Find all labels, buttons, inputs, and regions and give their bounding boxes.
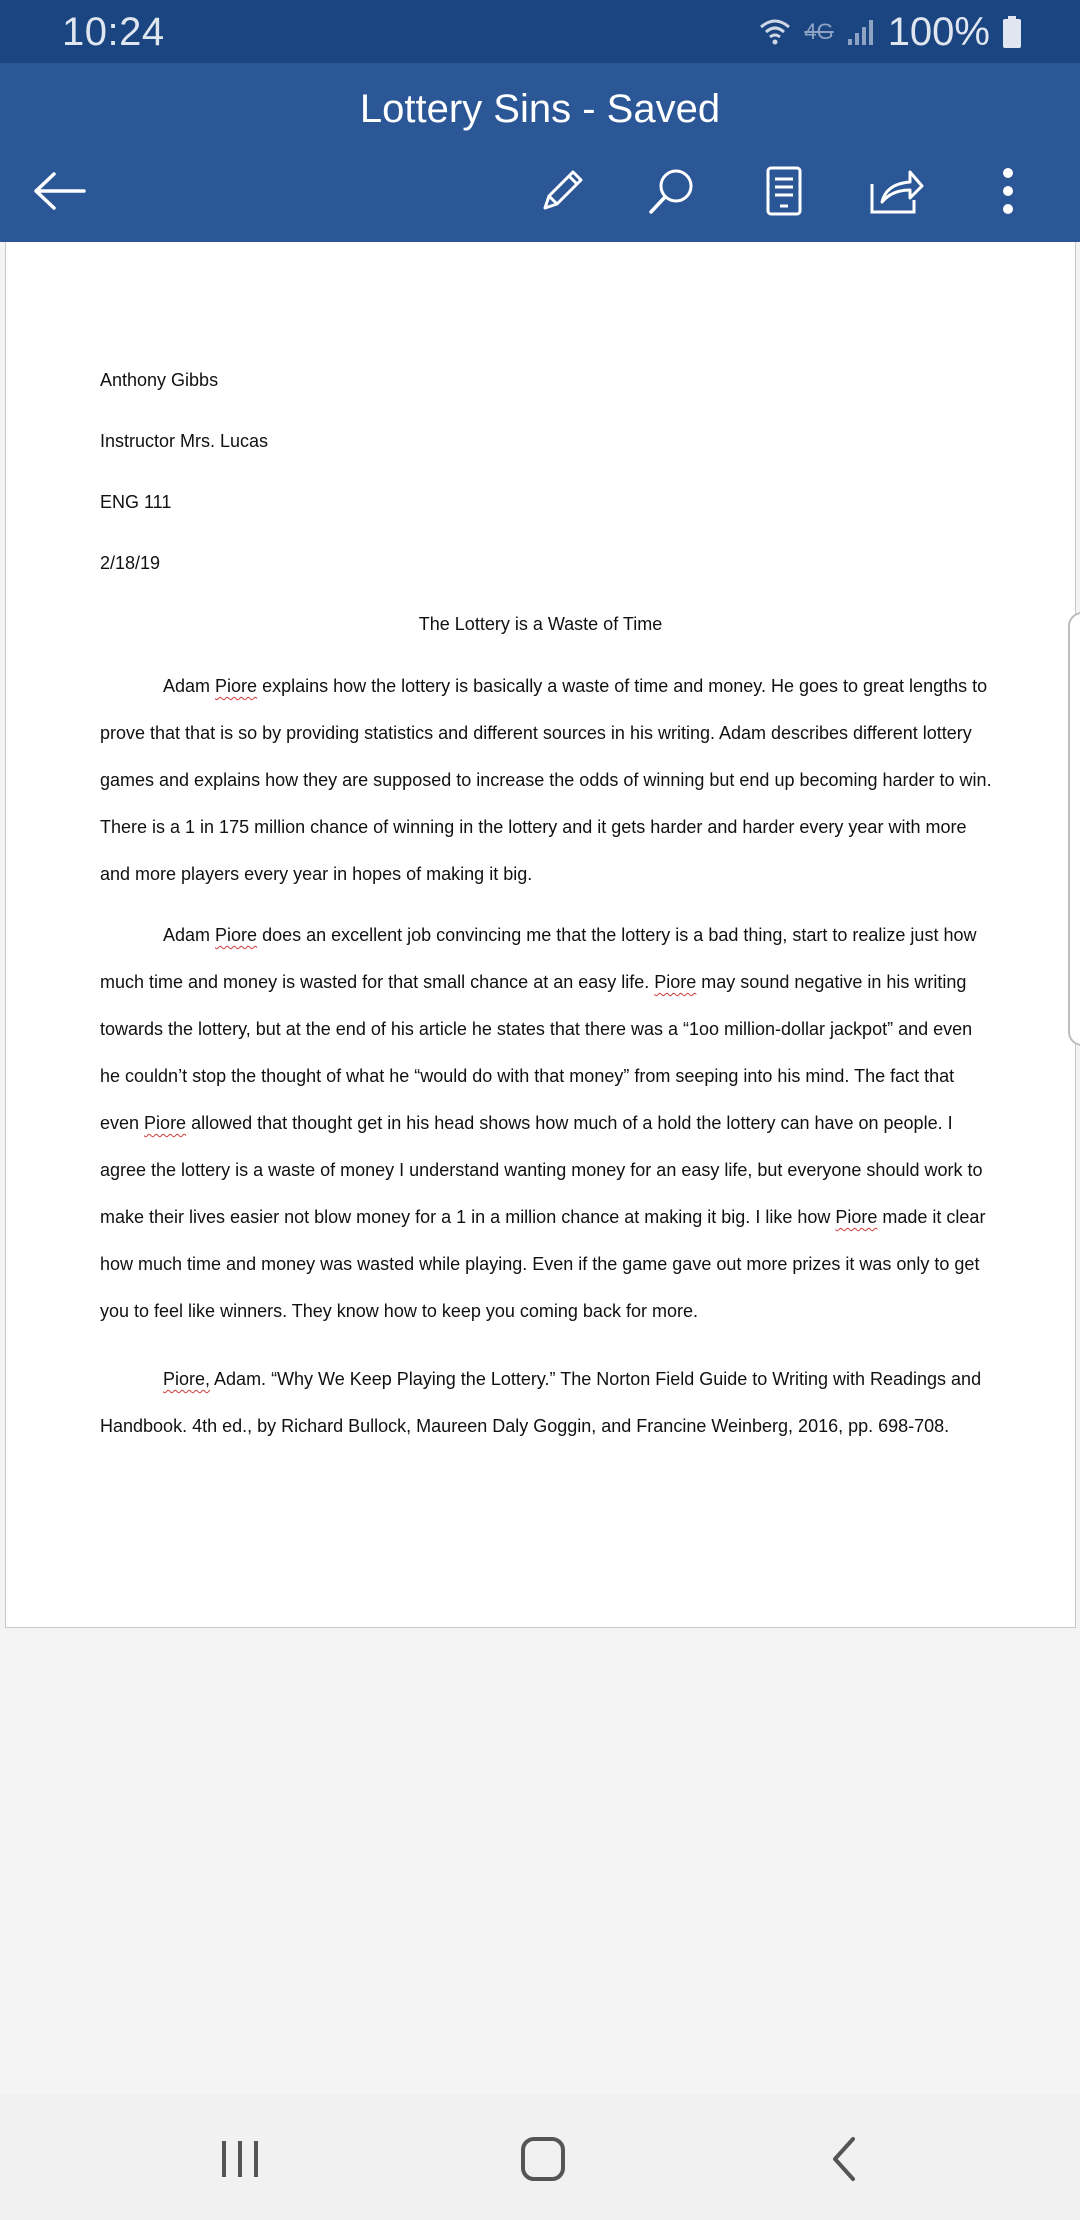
text-run: may sound negative in his writing bbox=[696, 972, 967, 992]
text-run: made it clear bbox=[877, 1207, 986, 1227]
misspelled-word: Piore bbox=[144, 1113, 187, 1133]
text-run: Adam bbox=[163, 925, 216, 945]
text-run: agree the lottery is a waste of money I understand wanting money for an easy life, but everyone should work to bbox=[100, 1160, 983, 1180]
scroll-handle[interactable] bbox=[1068, 612, 1080, 1046]
edit-button[interactable] bbox=[522, 151, 602, 231]
paragraph-2-line bbox=[100, 1063, 954, 1089]
text-run: There is a 1 in 175 million chance of winning in the lottery and it gets harder and harder every year with more bbox=[100, 817, 967, 837]
text-run: Handbook. 4th ed., by Richard Bullock, Maureen Daly Goggin, and Francine Weinberg, 2016, pp. 698-708. bbox=[100, 1416, 950, 1436]
paragraph-1-line bbox=[100, 814, 966, 840]
misspelled-word: Piore bbox=[835, 1207, 878, 1227]
paragraph-2-line bbox=[100, 1110, 953, 1136]
misspelled-word: Piore bbox=[654, 972, 697, 992]
paragraph-1-line bbox=[100, 861, 532, 887]
essay-title: The Lottery is a Waste of Time bbox=[418, 614, 663, 634]
navigation-bar bbox=[0, 2094, 1080, 2220]
text-run: make their lives easier not blow money for a 1 in a million chance at making it big. I like how bbox=[100, 1207, 836, 1227]
text-run: he couldn’t stop the thought of what he “would do with that money” from seeping into his mind. The fact that bbox=[100, 1066, 955, 1086]
back-button[interactable] bbox=[20, 151, 100, 231]
reading-view-icon bbox=[764, 165, 804, 217]
status-bar bbox=[0, 0, 1080, 63]
status-icons bbox=[758, 6, 1022, 58]
back-nav-button[interactable] bbox=[800, 2114, 890, 2204]
paragraph-1-line bbox=[100, 767, 992, 793]
text-run: explains how the lottery is basically a waste of time and money. He goes to great lengths to bbox=[257, 676, 988, 696]
app-bar bbox=[0, 63, 1080, 242]
paragraph-2-line bbox=[163, 922, 976, 948]
share-button[interactable] bbox=[856, 151, 936, 231]
text-run: games and explains how they are supposed to increase the odds of winning but end up becoming harder to win. bbox=[100, 770, 992, 790]
citation-line bbox=[100, 1413, 949, 1439]
text-run: Adam. “Why We Keep Playing the Lottery.” The Norton Field Guide to Writing with Readings and bbox=[210, 1369, 982, 1389]
text-run: even bbox=[100, 1113, 145, 1133]
wifi-icon bbox=[758, 15, 792, 49]
text-run: much time and money is wasted for that small chance at an easy life. bbox=[100, 972, 655, 992]
network-4g-icon: 4G bbox=[804, 19, 834, 44]
paragraph-2-line bbox=[100, 1157, 983, 1183]
paragraph-2-line bbox=[100, 1016, 972, 1042]
text-run: Adam bbox=[163, 676, 216, 696]
back-arrow-icon bbox=[32, 171, 88, 211]
battery-percent: 100% bbox=[887, 9, 990, 54]
search-icon bbox=[645, 164, 699, 218]
paragraph-2-line bbox=[100, 1298, 698, 1324]
search-button[interactable] bbox=[632, 151, 712, 231]
text-run: allowed that thought get in his head shows how much of a hold the lottery can have on people. I bbox=[186, 1113, 953, 1133]
paragraph-2-line bbox=[100, 969, 966, 995]
misspelled-word: Piore, bbox=[163, 1369, 211, 1389]
paragraph-2-line bbox=[100, 1204, 985, 1230]
citation-line bbox=[163, 1366, 981, 1392]
paragraph-1-line bbox=[100, 720, 972, 746]
more-options-button[interactable] bbox=[968, 151, 1048, 231]
reading-view-button[interactable] bbox=[744, 151, 824, 231]
text-run: does an excellent job convincing me that the lottery is a bad thing, start to realize just how bbox=[257, 925, 977, 945]
home-button[interactable] bbox=[498, 2114, 588, 2204]
text-run: towards the lottery, but at the end of his article he states that there was a “1oo million-dollar jackpot” and even bbox=[100, 1019, 973, 1039]
text-run: and more players every year in hopes of making it big. bbox=[100, 864, 533, 884]
text-run: how much time and money was wasted while playing. Even if the game gave out more prizes it was only to get bbox=[100, 1254, 980, 1274]
back-icon bbox=[825, 2135, 865, 2183]
document-title: Lottery Sins - Saved bbox=[359, 87, 721, 131]
battery-icon bbox=[1002, 15, 1022, 49]
status-time: 10:24 bbox=[62, 10, 165, 54]
misspelled-word: Piore bbox=[215, 925, 258, 945]
recent-apps-icon bbox=[218, 2137, 262, 2181]
header-course: ENG 111 bbox=[100, 492, 172, 512]
recent-apps-button[interactable] bbox=[195, 2114, 285, 2204]
signal-icon bbox=[846, 17, 876, 47]
paragraph-1-line bbox=[163, 673, 987, 699]
share-icon bbox=[868, 166, 924, 216]
header-name: Anthony Gibbs bbox=[100, 370, 219, 390]
document-page[interactable] bbox=[5, 242, 1076, 1628]
more-vertical-icon bbox=[1000, 167, 1016, 215]
header-date: 2/18/19 bbox=[100, 553, 161, 573]
text-run: you to feel like winners. They know how to keep you coming back for more. bbox=[100, 1301, 698, 1321]
text-run: prove that that is so by providing statistics and different sources in his writing. Adam describes different lottery bbox=[100, 723, 972, 743]
paragraph-2-line bbox=[100, 1251, 979, 1277]
misspelled-word: Piore bbox=[215, 676, 258, 696]
pencil-icon bbox=[535, 164, 589, 218]
header-instructor: Instructor Mrs. Lucas bbox=[100, 431, 269, 451]
home-icon bbox=[519, 2135, 567, 2183]
